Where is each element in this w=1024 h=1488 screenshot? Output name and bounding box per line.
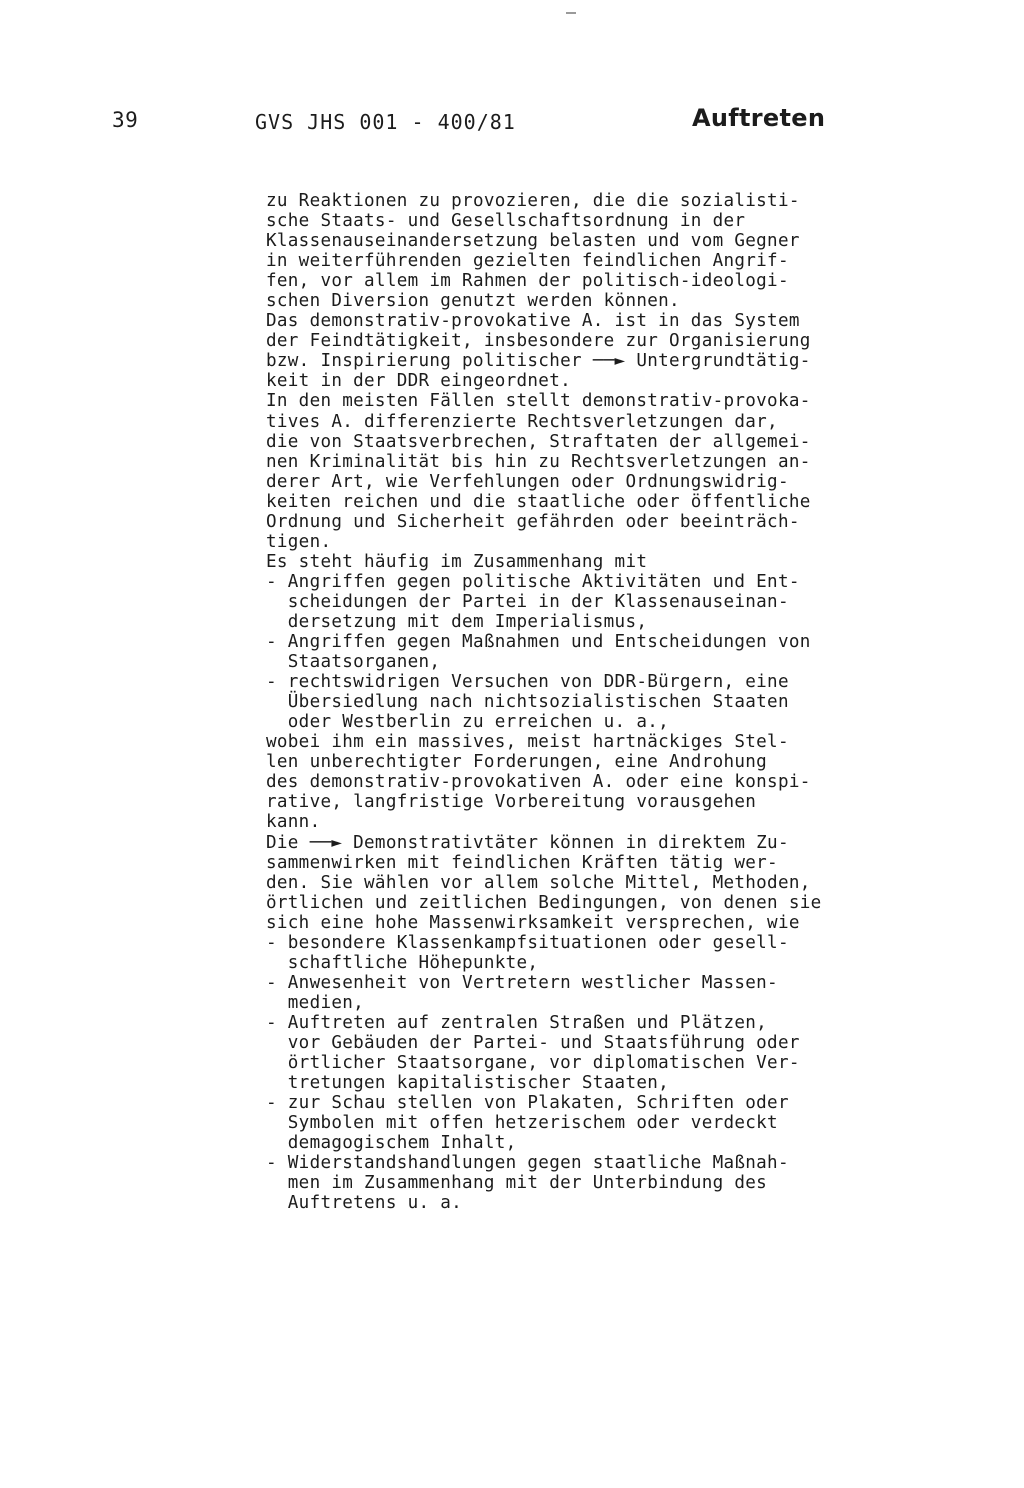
text-line: - rechtswidrigen Versuchen von DDR-Bürgern, eine: [266, 672, 789, 693]
text-line: - zur Schau stellen von Plakaten, Schriften oder: [266, 1093, 789, 1114]
text-line: örtlicher Staatsorgane, vor diplomatischen Ver-: [266, 1053, 800, 1074]
text-line: len unberechtigter Forderungen, eine Androhung: [266, 752, 768, 773]
text-line: örtlichen und zeitlichen Bedingungen, von denen sie: [266, 892, 822, 913]
text-line: Staatsorganen,: [266, 652, 441, 673]
text-line: schaftliche Höhepunkte,: [266, 952, 539, 973]
text-line: Symbolen mit offen hetzerischem oder verdeckt: [266, 1113, 778, 1134]
text-line: sammenwirken mit feindlichen Kräften tätig wer-: [266, 852, 778, 873]
entry-keyword: Auftreten: [692, 104, 826, 132]
text-line: vor Gebäuden der Partei- und Staatsführung oder: [266, 1032, 800, 1053]
text-line: Übersiedlung nach nichtsozialistischen Staaten: [266, 692, 789, 713]
entry-body: [266, 191, 916, 1213]
text-line: des demonstrativ-provokativen A. oder eine konspi-: [266, 772, 811, 793]
scan-artifact-mark: [566, 12, 576, 14]
text-line: kann.: [266, 812, 321, 833]
text-line: in weiterführenden gezielten feindlichen Angrif-: [266, 251, 789, 272]
text-line: dersetzung mit dem Imperialismus,: [266, 611, 648, 632]
text-line: - Auftreten auf zentralen Straßen und Plätzen,: [266, 1012, 768, 1033]
text-line: sche Staats- und Gesellschaftsordnung in der: [266, 211, 746, 232]
text-line: Die ──► Demonstrativtäter können in direktem Zu-: [266, 832, 789, 853]
text-line: sich eine hohe Massenwirksamkeit versprechen, wie: [266, 912, 800, 933]
text-line: derer Art, wie Verfehlungen oder Ordnungswidrig-: [266, 471, 789, 492]
text-line: die von Staatsverbrechen, Straftaten der allgemei-: [266, 431, 811, 452]
text-line: bzw. Inspirierung politischer ──► Untergrundtätig-: [266, 351, 811, 372]
text-line: tigen.: [266, 531, 332, 552]
text-line: oder Westberlin zu erreichen u. a.,: [266, 712, 670, 733]
text-line: schen Diversion genutzt werden können.: [266, 291, 680, 312]
text-line: keiten reichen und die staatliche oder öffentliche: [266, 491, 811, 512]
text-line: den. Sie wählen vor allem solche Mittel, Methoden,: [266, 872, 811, 893]
text-line: nen Kriminalität bis hin zu Rechtsverletzungen an-: [266, 451, 811, 472]
text-line: demagogischem Inhalt,: [266, 1133, 517, 1154]
text-line: Das demonstrativ-provokative A. ist in das System: [266, 311, 800, 332]
text-line: tives A. differenzierte Rechtsverletzungen dar,: [266, 411, 778, 432]
text-line: tretungen kapitalistischer Staaten,: [266, 1073, 670, 1094]
text-line: Ordnung und Sicherheit gefährden oder beeinträch-: [266, 511, 800, 532]
text-line: Klassenauseinandersetzung belasten und vom Gegner: [266, 231, 800, 252]
text-line: medien,: [266, 992, 365, 1013]
text-line: - Widerstandshandlungen gegen staatliche Maßnah-: [266, 1153, 789, 1174]
page-number: 39: [112, 108, 139, 132]
document-reference: GVS JHS 001 - 400/81: [255, 110, 516, 134]
text-line: Es steht häufig im Zusammenhang mit: [266, 551, 648, 572]
text-line: - Anwesenheit von Vertretern westlicher Massen-: [266, 972, 778, 993]
text-line: keit in der DDR eingeordnet.: [266, 371, 571, 392]
text-line: wobei ihm ein massives, meist hartnäckiges Stel-: [266, 732, 789, 753]
text-line: In den meisten Fällen stellt demonstrativ-provoka-: [266, 391, 811, 412]
text-line: Auftretens u. a.: [266, 1193, 463, 1214]
text-line: - Angriffen gegen politische Aktivitäten und Ent-: [266, 571, 800, 592]
text-line: fen, vor allem im Rahmen der politisch-ideologi-: [266, 271, 789, 292]
text-line: men im Zusammenhang mit der Unterbindung des: [266, 1173, 768, 1194]
text-line: rative, langfristige Vorbereitung vorausgehen: [266, 792, 757, 813]
text-line: der Feindtätigkeit, insbesondere zur Organisierung: [266, 331, 811, 352]
text-line: - besondere Klassenkampfsituationen oder gesell-: [266, 932, 789, 953]
text-line: zu Reaktionen zu provozieren, die die sozialisti-: [266, 191, 800, 211]
text-line: - Angriffen gegen Maßnahmen und Entscheidungen von: [266, 632, 811, 653]
text-line: scheidungen der Partei in der Klassenauseinan-: [266, 591, 789, 612]
